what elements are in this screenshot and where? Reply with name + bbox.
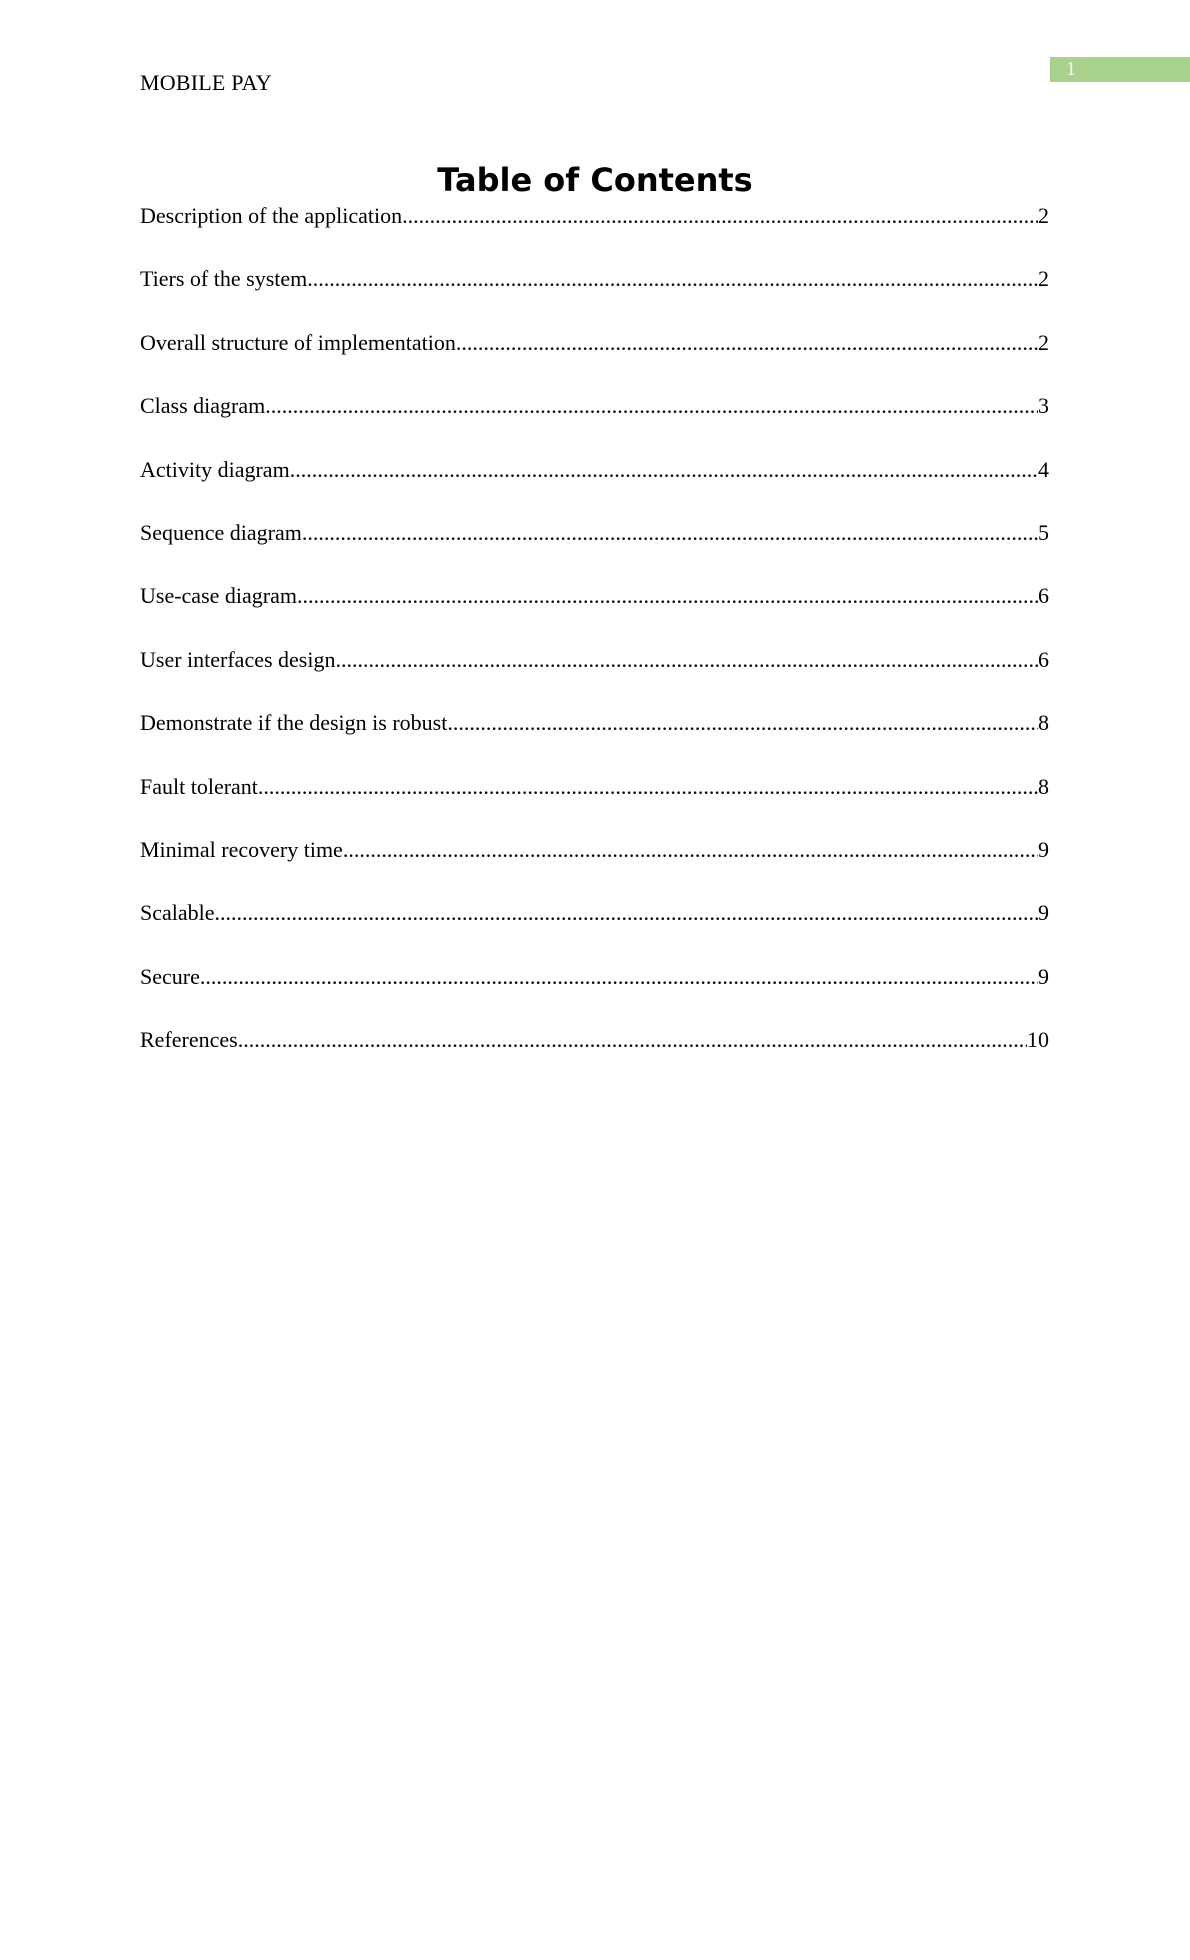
toc-entry-page: 8 [1038,773,1049,799]
toc-entry-sequence-diagram[interactable] [140,519,1049,582]
toc-entry-page: 9 [1038,836,1049,862]
toc-entry-label: Activity diagram [140,456,290,482]
toc-entry-user-interfaces-design[interactable] [140,646,1049,709]
toc-dot-leader [447,709,1038,737]
toc-entry-page: 6 [1038,646,1049,672]
toc-entry-overall-structure[interactable] [140,329,1049,392]
toc-entry-class-diagram[interactable] [140,392,1049,455]
toc-entry-minimal-recovery-time[interactable] [140,836,1049,899]
toc-entry-label: Class diagram [140,393,266,419]
toc-dot-leader [456,329,1038,357]
toc-entry-design-robust[interactable] [140,709,1049,772]
toc-entry-fault-tolerant[interactable] [140,773,1049,836]
toc-entry-label: User interfaces design [140,646,336,672]
toc-entry-tiers-of-the-system[interactable] [140,265,1049,328]
toc-entry-page: 6 [1038,583,1049,609]
toc-list [140,202,1049,1089]
toc-entry-label: Secure [140,963,200,989]
toc-dot-leader [238,1026,1027,1054]
toc-entry-page: 9 [1038,963,1049,989]
toc-entry-label: Description of the application [140,203,403,228]
toc-entry-use-case-diagram[interactable] [140,582,1049,645]
toc-entry-label: Overall structure of implementation [140,329,456,355]
toc-dot-leader [302,519,1038,547]
toc-entry-page: 5 [1038,519,1049,545]
toc-dot-leader [297,582,1038,610]
toc-entry-activity-diagram[interactable] [140,456,1049,519]
toc-dot-leader [215,899,1038,927]
toc-entry-page: 8 [1038,710,1049,736]
toc-entry-page: 2 [1038,203,1049,228]
toc-entry-description-of-the-application[interactable] [140,202,1049,265]
toc-dot-leader [343,836,1038,864]
toc-entry-scalable[interactable] [140,899,1049,962]
toc-entry-label: Fault tolerant [140,773,258,799]
toc-entry-page: 4 [1038,456,1049,482]
toc-dot-leader [290,456,1038,484]
toc-dot-leader [265,392,1038,420]
toc-entry-page: 2 [1038,266,1049,292]
toc-entry-page: 2 [1038,329,1049,355]
toc-entry-label: Minimal recovery time [140,836,343,862]
toc-entry-page: 10 [1027,1027,1049,1053]
toc-entry-label: Use-case diagram [140,583,297,609]
running-head: MOBILE PAY [140,70,272,95]
toc-entry-label: Tiers of the system [140,266,308,292]
toc-dot-leader [402,202,1038,230]
toc-entry-page: 9 [1038,900,1049,926]
page-number-badge: 1 [1050,57,1190,82]
toc-title: Table of Contents [437,161,753,199]
toc-entry-page: 3 [1038,393,1049,419]
toc-entry-label: References [140,1027,238,1053]
toc-entry-label: Sequence diagram [140,519,302,545]
toc-entry-label: Scalable [140,900,215,926]
toc-entry-label: Demonstrate if the design is robust [140,710,448,736]
toc-dot-leader [335,646,1038,674]
toc-entry-references[interactable] [140,1026,1049,1089]
toc-dot-leader [307,265,1038,293]
toc-dot-leader [200,963,1038,991]
toc-dot-leader [258,773,1038,801]
toc-entry-secure[interactable] [140,963,1049,1026]
